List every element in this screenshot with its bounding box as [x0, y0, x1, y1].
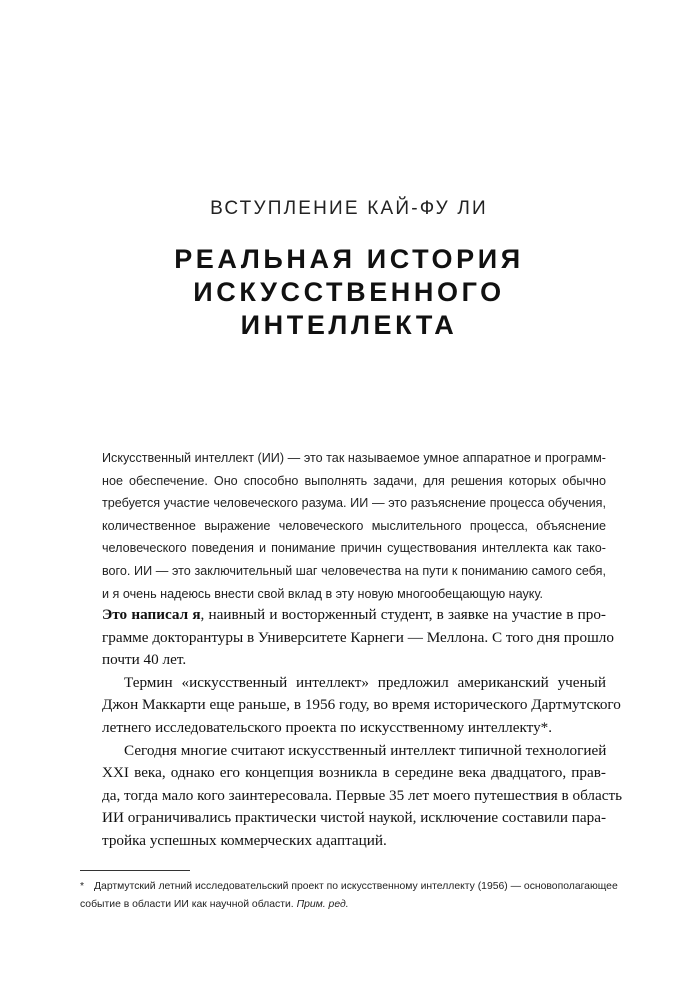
epigraph-line: ное обеспечение. Оно способно выполнять задачи, для решения которых обычно: [102, 473, 606, 488]
chapter-title-line: РЕАЛЬНАЯ ИСТОРИЯ: [174, 244, 524, 274]
chapter-title: [0, 243, 698, 342]
paragraph-3-line: Сегодня многие считают искусственный интеллект типичной технологией: [124, 741, 607, 759]
epigraph-quote: [102, 447, 606, 605]
paragraph-1-line: [102, 604, 606, 627]
footnote: [80, 878, 620, 914]
paragraph-1-line: почти 40 лет.: [102, 651, 187, 669]
footnote-divider: [80, 870, 190, 871]
footnote-marker: *: [80, 881, 85, 892]
body-text: [102, 604, 623, 853]
paragraph-text: , наивный и восторженный студент, в заявке на участие в про-: [200, 606, 606, 623]
editor-note: Прим. ред.: [296, 899, 349, 910]
epigraph-line: Искусственный интеллект (ИИ) — это так называемое умное аппаратное и программ-: [102, 451, 606, 465]
paragraph-3-line: ИИ ограничивались практически чистой наукой, исключение составили пара-: [102, 809, 607, 827]
footnote-text: событие в области ИИ как научной области.: [80, 899, 297, 910]
paragraph-2-line: Термин «искусственный интеллект» предложил американский ученый: [124, 673, 606, 691]
chapter-title-line: ИСКУССТВЕННОГО: [193, 277, 505, 307]
paragraph-3-line: да, тогда мало кого заинтересовала. Первые 35 лет моего путешествия в область: [102, 786, 623, 804]
footnote-text: Дартмутский летний исследовательский проект по искусственному интеллекту (1956) — основополагающее: [94, 881, 618, 892]
paragraph-2-line: Джон Маккарти еще раньше, в 1956 году, во время исторического Дартмутского: [102, 696, 621, 714]
paragraph-2-line: летнего исследовательского проекта по искусственному интеллекту*.: [102, 718, 553, 736]
chapter-title-line: ИНТЕЛЛЕКТА: [240, 310, 458, 340]
epigraph-line: и я очень надеюсь внести свой вклад в эту новую многообещающую науку.: [102, 586, 543, 601]
footnote-line: [80, 878, 620, 896]
epigraph-line: вого. ИИ — это заключительный шаг человечества на пути к пониманию самого себя,: [102, 563, 606, 578]
epigraph-line: количественное выражение человеческого мыслительного процесса, объяснение: [102, 518, 606, 533]
epigraph-line: требуется участие человеческого разума. ИИ — это разъяснение процесса обучения,: [102, 496, 606, 511]
paragraph-1-line: грамме докторантуры в Университете Карнеги — Меллона. С того дня прошло: [102, 628, 614, 646]
epigraph-line: человеческого поведения и понимание причин существования интеллекта как тако-: [102, 541, 606, 556]
chapter-kicker: ВСТУПЛЕНИЕ КАЙ-ФУ ЛИ: [210, 198, 488, 219]
paragraph-3-line: XXI века, однако его концепция возникла в середине века двадцатого, прав-: [102, 764, 606, 782]
footnote-line: [80, 896, 620, 914]
paragraph-3-line: тройка успешных коммерческих адаптаций.: [102, 831, 387, 849]
paragraph-lead: Это написал я: [102, 606, 201, 623]
